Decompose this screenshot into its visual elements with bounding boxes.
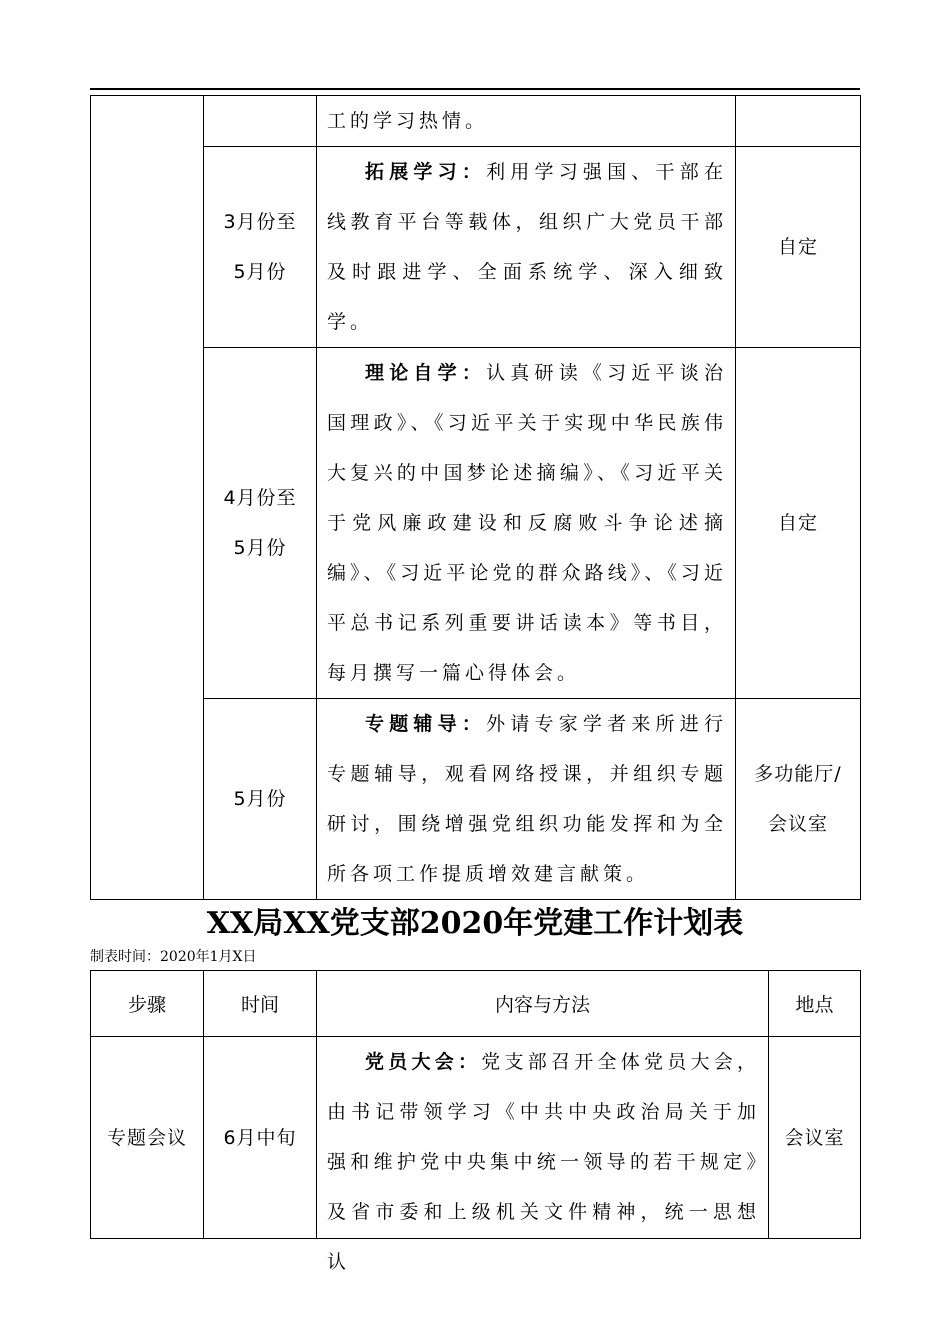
place-cell: 自定 <box>736 147 861 348</box>
header-time: 时间 <box>204 971 317 1037</box>
time-cell: 6月中旬 <box>204 1037 317 1239</box>
content-lead: 理论自学： <box>365 362 487 384</box>
time-cell: 5月份 <box>204 699 317 900</box>
made-time: 制表时间：2020年1月X日 <box>90 949 257 965</box>
content-lead: 拓展学习： <box>365 161 487 183</box>
content-cell <box>317 147 736 348</box>
content-lead: 专题辅导： <box>365 713 487 735</box>
time-line: 5月份 <box>233 261 287 283</box>
place-cell <box>736 96 861 147</box>
time-line: 3月份至 <box>223 211 297 233</box>
content-cell <box>317 348 736 699</box>
table-header-row <box>91 971 861 1037</box>
content-text: 外请专家学者来所进行专题辅导，观看网络授课，并组织专题研讨，围绕增强党组织功能发挥和为全所各项工作提质增效建言献策。 <box>327 713 727 885</box>
place-line: 会议室 <box>767 813 828 835</box>
table-row <box>91 1037 861 1239</box>
place-line: 多功能厅/ <box>754 763 842 785</box>
plan-table <box>90 970 861 1273</box>
step-cell: 专题会议 <box>91 1037 204 1239</box>
time-cell <box>204 96 317 147</box>
content-lead: 党员大会： <box>365 1051 482 1073</box>
header-step: 步骤 <box>91 971 204 1037</box>
place-cell <box>736 699 861 900</box>
content-text: 党支部召开全体党员大会，由书记带领学习《中共中央政治局关于加强和维护党中央集中统一领导的若干规定》及省市委和上级机关文件精神，统一思想认 <box>327 1051 760 1273</box>
table-row <box>91 699 861 900</box>
content-text: 认真研读《习近平谈治国理政》、《习近平关于实现中华民族伟大复兴的中国梦论述摘编》、《习近平关于党风廉政建设和反腐败斗争论述摘编》、《习近平论党的群众路线》、《习近平总书记系列重要讲话读本》等书目，每月撰写一篇心得体会。 <box>327 362 727 684</box>
time-cell <box>204 348 317 699</box>
content-text: 利用学习强国、干部在线教育平台等载体，组织广大党员干部及时跟进学、全面系统学、深入细致学。 <box>327 161 727 333</box>
table-row <box>91 348 861 699</box>
header-content: 内容与方法 <box>317 971 769 1037</box>
page-title: XX局XX党支部2020年党建工作计划表 <box>206 906 744 941</box>
content-cell <box>317 699 736 900</box>
time-cell <box>204 147 317 348</box>
step-cell <box>91 96 204 900</box>
time-line: 4月份至 <box>223 487 297 509</box>
content-text: 工的学习热情。 <box>327 110 489 132</box>
place-cell: 会议室 <box>769 1037 861 1239</box>
table-row <box>91 147 861 348</box>
header-place: 地点 <box>769 971 861 1037</box>
place-cell: 自定 <box>736 348 861 699</box>
plan-table-continued <box>90 95 861 900</box>
time-line: 5月份 <box>233 537 287 559</box>
content-cell <box>317 96 736 147</box>
table-row <box>91 96 861 147</box>
header-rule <box>90 88 860 90</box>
content-cell <box>317 1037 769 1273</box>
